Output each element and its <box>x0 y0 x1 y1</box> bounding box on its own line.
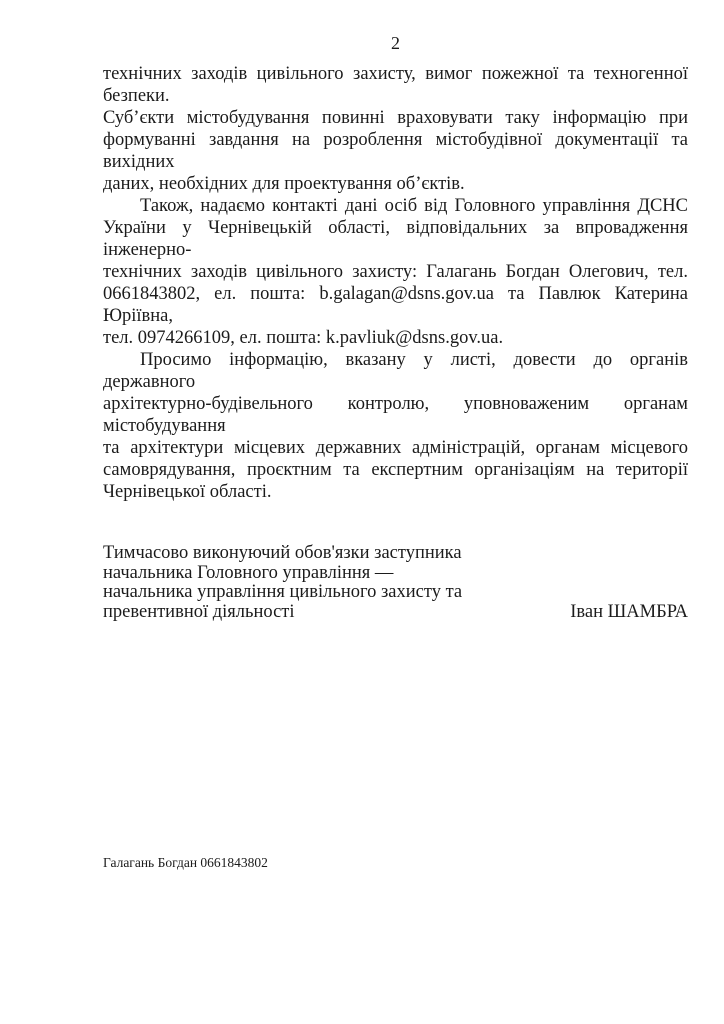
doc-line: самоврядування, проєктним та експертним організаціям на території <box>103 460 688 480</box>
doc-line: тел. 0974266109, ел. пошта: k.pavliuk@dsns.gov.ua. <box>103 328 504 348</box>
page-number: 2 <box>391 33 400 53</box>
paragraph <box>103 195 688 349</box>
doc-line: формуванні завдання на розроблення містобудівної документації та вихідних <box>103 130 688 172</box>
signature-title-line: начальника Головного управління — <box>103 562 394 583</box>
doc-line: технічних заходів цивільного захисту: Галагань Богдан Олегович, тел. <box>103 262 688 282</box>
document-content <box>103 31 688 871</box>
signature-block <box>103 544 688 622</box>
signature-title-line: начальника управління цивільного захисту та <box>103 582 463 602</box>
doc-line: архітектурно-будівельного контролю, уповноваженим органам містобудування <box>103 394 688 436</box>
doc-line: 0661843802, ел. пошта: b.galagan@dsns.gov.ua та Павлюк Катерина Юріївна, <box>103 284 688 326</box>
doc-line: Просимо інформацію, вказану у листі, довести до органів державного <box>103 350 688 392</box>
doc-line: Суб’єкти містобудування повинні враховувати таку інформацію при <box>103 108 688 128</box>
footer-contact-note: Галагань Богдан 0661843802 <box>103 855 268 870</box>
doc-line: та архітектури місцевих державних адміністрацій, органам місцевого <box>103 438 688 458</box>
paragraph <box>103 63 688 195</box>
doc-line: України у Чернівецькій області, відповідальних за впровадження інженерно- <box>103 218 688 260</box>
signature-title <box>103 544 462 622</box>
doc-line: Також, надаємо контакті дані осіб від Головного управління ДСНС <box>140 196 688 216</box>
doc-line: технічних заходів цивільного захисту, вимог пожежної та техногенної безпеки. <box>103 64 688 106</box>
signature-title-line: превентивної діяльності <box>103 601 295 622</box>
doc-line: даних, необхідних для проектування об’єктів. <box>103 174 465 194</box>
paragraph <box>103 349 688 503</box>
signature-title-line: Тимчасово виконуючий обов'язки заступника <box>103 543 462 563</box>
document-body <box>103 63 688 503</box>
signature-name: Іван ШАМБРА <box>570 601 688 622</box>
doc-line: Чернівецької області. <box>103 482 272 502</box>
